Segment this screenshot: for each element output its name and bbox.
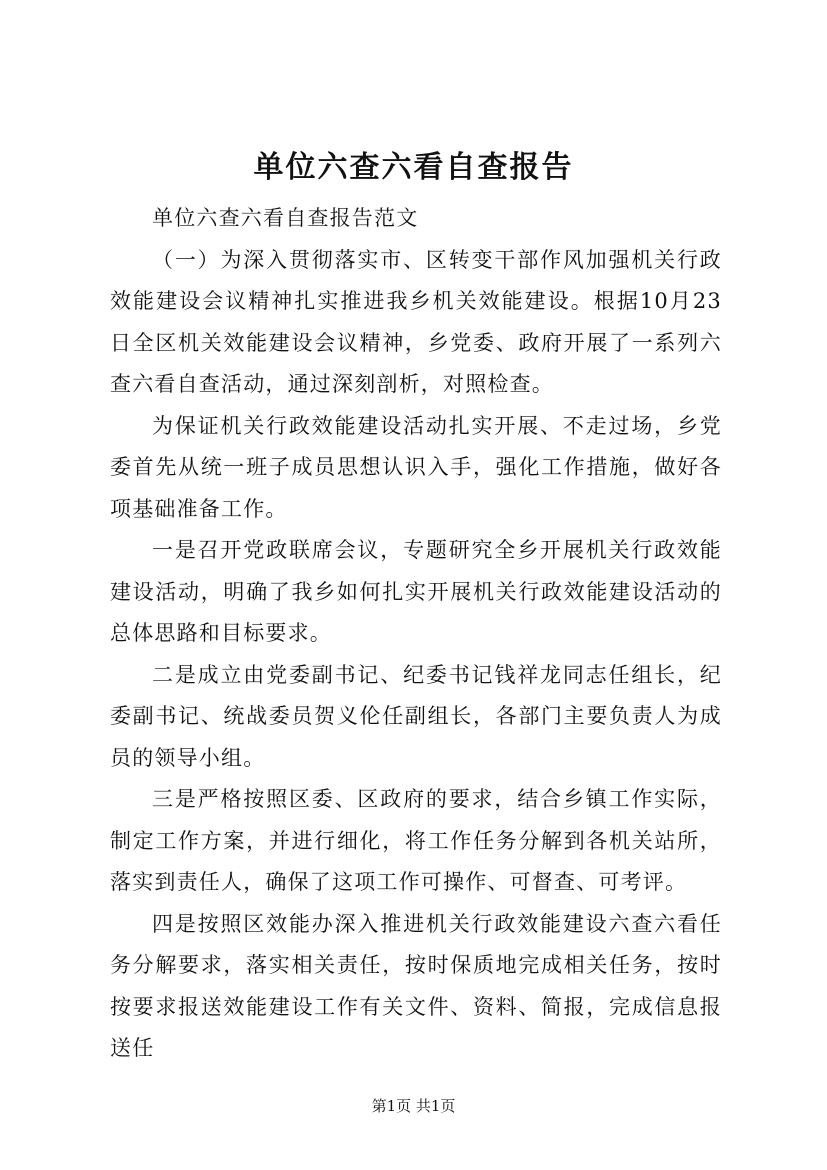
- paragraph: 一是召开党政联席会议，专题研究全乡开展机关行政效能建设活动，明确了我乡如何扎实开展机关行政效能建设活动的总体思路和目标要求。: [110, 538, 722, 645]
- paragraph-subtitle: 单位六查六看自查报告范文: [152, 206, 419, 230]
- paragraph: 二是成立由党委副书记、纪委书记钱祥龙同志任组长，纪委副书记、统战委员贺义伦任副组长，各部门主要负责人为成员的领导小组。: [110, 662, 722, 770]
- page-number-footer: 第1页 共1页: [371, 1097, 456, 1115]
- paragraph: （一）为深入贯彻落实市、区转变干部作风加强机关行政效能建设会议精神扎实推进我乡机关效能建设。根据10月23日全区机关效能建设会议精神，乡党委、政府开展了一系列六查六看自查活动，通过深刻剖析，对照检查。: [110, 247, 722, 396]
- paragraph: 三是严格按照区委、区政府的要求，结合乡镇工作实际，制定工作方案，并进行细化，将工作任务分解到各机关站所，落实到责任人，确保了这项工作可操作、可督查、可考评。: [110, 787, 722, 894]
- document-body: [110, 198, 722, 1070]
- paragraph: 四是按照区效能办深入推进机关行政效能建设六查六看任务分解要求，落实相关责任，按时保质地完成相关任务，按时按要求报送效能建设工作有关文件、资料、简报，完成信息报送任: [110, 911, 722, 1060]
- paragraph: 为保证机关行政效能建设活动扎实开展、不走过场，乡党委首先从统一班子成员思想认识入手，强化工作措施，做好各项基础准备工作。: [110, 413, 722, 521]
- document-title: 单位六查六看自查报告: [253, 150, 574, 185]
